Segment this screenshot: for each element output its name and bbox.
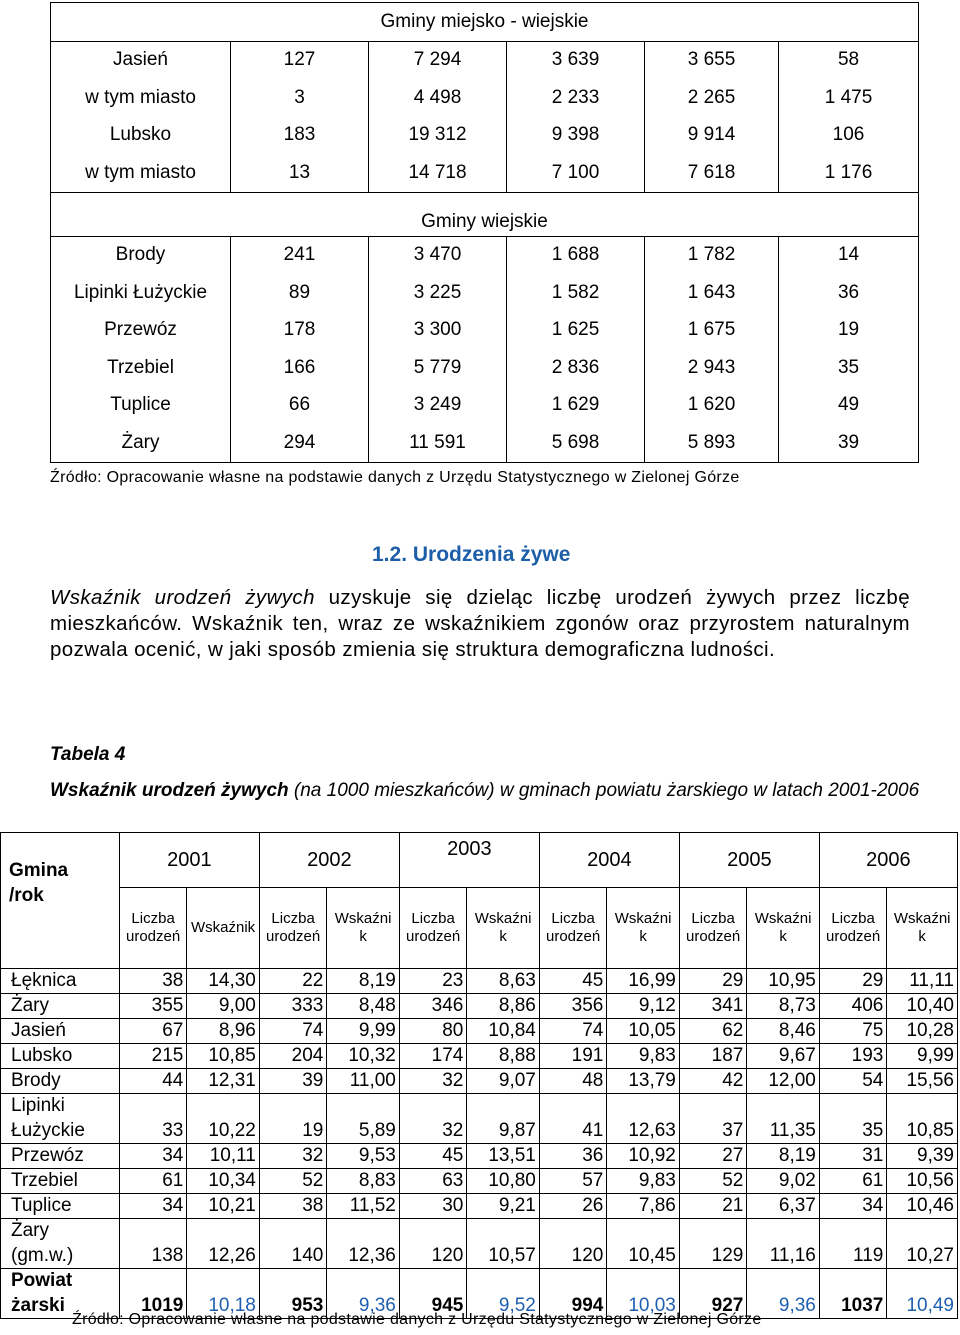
- birth-count: 21: [679, 1194, 746, 1219]
- table-row: [1, 1069, 958, 1094]
- caption-bold: Wskaźnik urodzeń żywych: [50, 780, 289, 801]
- birth-rate: 10,45: [607, 1219, 680, 1269]
- birth-count: 34: [819, 1194, 886, 1219]
- cell-value: 4 498: [369, 79, 507, 117]
- cell-value: 3 225: [369, 274, 507, 312]
- row-name-line1: Lipinki: [11, 1095, 65, 1116]
- corner-header: [1, 833, 120, 969]
- subheader-text: k: [779, 928, 787, 945]
- birth-count: 35: [819, 1094, 886, 1144]
- cell-value: 3 655: [645, 41, 779, 79]
- birth-count: 31: [819, 1144, 886, 1169]
- birth-rate: 9,12: [607, 994, 680, 1019]
- subheader-text: Liczba: [411, 910, 455, 927]
- birth-rate: 8,19: [327, 969, 400, 994]
- cell-value: 7 100: [507, 154, 645, 192]
- birth-rate: 11,00: [327, 1069, 400, 1094]
- table-row: [51, 41, 919, 79]
- birth-rate: 9,36: [747, 1269, 820, 1319]
- birth-count: 41: [539, 1094, 606, 1144]
- cell-value: 1 176: [779, 154, 919, 192]
- table-row: [1, 1169, 958, 1194]
- birth-rate: 9,87: [467, 1094, 540, 1144]
- birth-rate: 11,16: [747, 1219, 820, 1269]
- subheader-text: Wskaźni: [334, 910, 392, 927]
- birth-count: 74: [259, 1019, 326, 1044]
- birth-count: 27: [679, 1144, 746, 1169]
- subheader-count: [539, 888, 606, 969]
- birth-rate: 12,00: [747, 1069, 820, 1094]
- birth-rate: 10,95: [747, 969, 820, 994]
- birth-rate: 10,28: [887, 1019, 958, 1044]
- subheader-text: urodzeń: [545, 928, 601, 945]
- birth-count: 346: [399, 994, 466, 1019]
- birth-count: 57: [539, 1169, 606, 1194]
- section-heading: 1.2. Urodzenia żywe: [372, 543, 571, 566]
- table-row: [51, 79, 919, 117]
- birth-count: 38: [259, 1194, 326, 1219]
- section-header-rural: [51, 192, 919, 236]
- cell-value: 89: [231, 274, 369, 312]
- row-name-line1: Powiat: [11, 1270, 73, 1291]
- birth-count: 32: [399, 1069, 466, 1094]
- year-header: 2003: [399, 833, 539, 888]
- population-table: [50, 2, 919, 463]
- birth-rate: 10,32: [327, 1044, 400, 1069]
- row-name: w tym miasto: [51, 79, 231, 117]
- cell-value: 49: [779, 387, 919, 425]
- birth-rate: 10,49: [887, 1269, 958, 1319]
- birth-count: 26: [539, 1194, 606, 1219]
- birth-count: 52: [259, 1169, 326, 1194]
- cell-value: 13: [231, 154, 369, 192]
- birth-rate: 10,56: [887, 1169, 958, 1194]
- birth-count: 67: [119, 1019, 186, 1044]
- row-name: Brody: [1, 1069, 120, 1094]
- header-years: [1, 833, 958, 888]
- subheader-text: k: [918, 928, 926, 945]
- birth-count: 215: [119, 1044, 186, 1069]
- birth-count: 994: [539, 1269, 606, 1319]
- subheader-text: Liczba: [691, 910, 735, 927]
- birth-count: 38: [119, 969, 186, 994]
- birth-rate: 8,86: [467, 994, 540, 1019]
- birth-rate: 10,80: [467, 1169, 540, 1194]
- cell-value: 19 312: [369, 117, 507, 155]
- birth-rate: 10,46: [887, 1194, 958, 1219]
- cell-value: 9 398: [507, 117, 645, 155]
- subheader-rate: [887, 888, 958, 969]
- subheader-text: Wskaźni: [614, 910, 672, 927]
- row-name: Lipinki Łużyckie: [51, 274, 231, 312]
- birth-count: 63: [399, 1169, 466, 1194]
- birth-rate: 10,11: [187, 1144, 260, 1169]
- table-row: [51, 154, 919, 192]
- table-row: [51, 117, 919, 155]
- birth-rate: 10,84: [467, 1019, 540, 1044]
- cell-value: 19: [779, 312, 919, 350]
- birth-rate: 11,52: [327, 1194, 400, 1219]
- year-header: 2005: [679, 833, 819, 888]
- birth-rate: 10,57: [467, 1219, 540, 1269]
- birth-count: 54: [819, 1069, 886, 1094]
- table-row: [1, 994, 958, 1019]
- year-header: 2001: [119, 833, 259, 888]
- row-name: Żary: [51, 424, 231, 462]
- subheader-text: Liczba: [131, 910, 175, 927]
- subheader-text: urodzeń: [405, 928, 461, 945]
- subheader-text: Liczba: [551, 910, 595, 927]
- row-name: Tuplice: [1, 1194, 120, 1219]
- birth-count: 36: [539, 1144, 606, 1169]
- birth-rate: 10,92: [607, 1144, 680, 1169]
- table-row: [1, 1094, 958, 1144]
- birth-count: 80: [399, 1019, 466, 1044]
- birth-rate: 10,85: [187, 1044, 260, 1069]
- birth-count: 29: [819, 969, 886, 994]
- birth-rate: 9,02: [747, 1169, 820, 1194]
- row-name: Jasień: [51, 41, 231, 79]
- birth-rate: 8,88: [467, 1044, 540, 1069]
- row-name-line1: Żary: [11, 1220, 49, 1241]
- birth-count: 953: [259, 1269, 326, 1319]
- birth-rate: 8,19: [747, 1144, 820, 1169]
- subheader-rate: [747, 888, 820, 969]
- birth-rate-table: [0, 832, 958, 1319]
- cell-value: 1 675: [645, 312, 779, 350]
- birth-count: 30: [399, 1194, 466, 1219]
- subheader-text: urodzeń: [685, 928, 741, 945]
- birth-count: 48: [539, 1069, 606, 1094]
- section-title: Gminy wiejskie: [51, 192, 919, 236]
- birth-count: 61: [819, 1169, 886, 1194]
- cell-value: 11 591: [369, 424, 507, 462]
- subheader-text: k: [359, 928, 367, 945]
- birth-rate: 10,34: [187, 1169, 260, 1194]
- table-row: [1, 1019, 958, 1044]
- subheader-rate: [327, 888, 400, 969]
- birth-count: 37: [679, 1094, 746, 1144]
- table-row: [51, 349, 919, 387]
- cell-value: 1 625: [507, 312, 645, 350]
- birth-rate: 15,56: [887, 1069, 958, 1094]
- birth-count: 45: [539, 969, 606, 994]
- caption-text: (na 1000 mieszkańców) w gminach powiatu żarskiego w latach 2001-2006: [288, 780, 920, 801]
- birth-count: 23: [399, 969, 466, 994]
- birth-rate: 10,18: [187, 1269, 260, 1319]
- birth-count: 355: [119, 994, 186, 1019]
- source-note: Źródło: Opracowanie własne na podstawie danych z Urzędu Statystycznego w Zielonej Górze: [50, 469, 740, 486]
- birth-count: 129: [679, 1219, 746, 1269]
- birth-count: 406: [819, 994, 886, 1019]
- row-name-line2: (gm.w.): [11, 1244, 74, 1266]
- row-name: Trzebiel: [51, 349, 231, 387]
- table-row: [51, 274, 919, 312]
- cell-value: 14: [779, 236, 919, 274]
- subheader-text: Wskaźni: [893, 910, 951, 927]
- birth-rate: 8,83: [327, 1169, 400, 1194]
- birth-rate: 5,89: [327, 1094, 400, 1144]
- birth-rate: 13,51: [467, 1144, 540, 1169]
- birth-rate: 10,22: [187, 1094, 260, 1144]
- cell-value: 1 620: [645, 387, 779, 425]
- cell-value: 294: [231, 424, 369, 462]
- cell-value: 106: [779, 117, 919, 155]
- birth-rate: 11,11: [887, 969, 958, 994]
- birth-count: 927: [679, 1269, 746, 1319]
- birth-count: 32: [399, 1094, 466, 1144]
- subheader-rate: [607, 888, 680, 969]
- birth-count: 32: [259, 1144, 326, 1169]
- row-name: Lubsko: [1, 1044, 120, 1069]
- subheader-text: urodzeń: [265, 928, 321, 945]
- subheader-text: urodzeń: [825, 928, 881, 945]
- birth-rate: 6,37: [747, 1194, 820, 1219]
- cell-value: 183: [231, 117, 369, 155]
- cell-value: 2 943: [645, 349, 779, 387]
- subheader-text: Liczba: [831, 910, 875, 927]
- cell-value: 241: [231, 236, 369, 274]
- birth-rate: 9,52: [467, 1269, 540, 1319]
- row-name: Brody: [51, 236, 231, 274]
- birth-count: 19: [259, 1094, 326, 1144]
- birth-count: 193: [819, 1044, 886, 1069]
- cell-value: 2 233: [507, 79, 645, 117]
- cell-value: 5 779: [369, 349, 507, 387]
- birth-count: 204: [259, 1044, 326, 1069]
- birth-count: 120: [399, 1219, 466, 1269]
- birth-rate: 9,67: [747, 1044, 820, 1069]
- row-name: [1, 1094, 120, 1144]
- table-row: [51, 424, 919, 462]
- table-row: [51, 387, 919, 425]
- birth-rate: 9,83: [607, 1169, 680, 1194]
- subheader-text: k: [499, 928, 507, 945]
- birth-rate: 8,73: [747, 994, 820, 1019]
- birth-count: 42: [679, 1069, 746, 1094]
- subheader-text: k: [639, 928, 647, 945]
- corner-line1: Gmina: [9, 860, 69, 881]
- cell-value: 39: [779, 424, 919, 462]
- row-name-line2: żarski: [11, 1294, 65, 1316]
- subheader-text: Liczba: [271, 910, 315, 927]
- table-row: [51, 312, 919, 350]
- birth-rate: 9,83: [607, 1044, 680, 1069]
- birth-count: 1037: [819, 1269, 886, 1319]
- cell-value: 1 629: [507, 387, 645, 425]
- birth-count: 74: [539, 1019, 606, 1044]
- birth-rate: 10,40: [887, 994, 958, 1019]
- cell-value: 36: [779, 274, 919, 312]
- birth-count: 62: [679, 1019, 746, 1044]
- row-name: w tym miasto: [51, 154, 231, 192]
- subheader-count: [399, 888, 466, 969]
- cell-value: 3 639: [507, 41, 645, 79]
- table-row: [1, 1144, 958, 1169]
- year-header: 2004: [539, 833, 679, 888]
- cell-value: 7 294: [369, 41, 507, 79]
- birth-rate: 11,35: [747, 1094, 820, 1144]
- birth-count: 174: [399, 1044, 466, 1069]
- cell-value: 1 582: [507, 274, 645, 312]
- birth-count: 45: [399, 1144, 466, 1169]
- birth-rate: 7,86: [607, 1194, 680, 1219]
- birth-count: 33: [119, 1094, 186, 1144]
- paragraph-text: uzyskuje się dzieląc liczbę urodzeń żywych przez liczbę mieszkańców. Wskaźnik ten, wraz ze wskaźnikiem zgonów oraz przyrostem naturalnym pozwala ocenić, w jaki sposób zmienia się struktura demograficzna ludności.: [50, 586, 910, 661]
- birth-rate: 9,99: [327, 1019, 400, 1044]
- table-row: [1, 1194, 958, 1219]
- corner-line2: /rok: [9, 885, 44, 906]
- birth-rate: 9,99: [887, 1044, 958, 1069]
- birth-rate: 14,30: [187, 969, 260, 994]
- subheader-rate: [467, 888, 540, 969]
- cell-value: 127: [231, 41, 369, 79]
- subheader-count: [119, 888, 186, 969]
- birth-count: 75: [819, 1019, 886, 1044]
- subheader-text: urodzeń: [125, 928, 181, 945]
- year-header: 2006: [819, 833, 957, 888]
- table-row: [1, 1219, 958, 1269]
- birth-count: 1019: [119, 1269, 186, 1319]
- birth-count: 341: [679, 994, 746, 1019]
- birth-rate: 12,36: [327, 1219, 400, 1269]
- birth-rate: 10,05: [607, 1019, 680, 1044]
- birth-count: 333: [259, 994, 326, 1019]
- cell-value: 3 470: [369, 236, 507, 274]
- table-row: [51, 236, 919, 274]
- cell-value: 2 836: [507, 349, 645, 387]
- cell-value: 5 893: [645, 424, 779, 462]
- year-header: 2002: [259, 833, 399, 888]
- cell-value: 7 618: [645, 154, 779, 192]
- subheader-text: Wskaźni: [754, 910, 812, 927]
- birth-rate: 8,46: [747, 1019, 820, 1044]
- birth-rate: 10,27: [887, 1219, 958, 1269]
- cell-value: 35: [779, 349, 919, 387]
- cell-value: 1 475: [779, 79, 919, 117]
- cell-value: 9 914: [645, 117, 779, 155]
- birth-count: 52: [679, 1169, 746, 1194]
- birth-rate: 9,07: [467, 1069, 540, 1094]
- birth-count: 138: [119, 1219, 186, 1269]
- paragraph-lead: Wskaźnik urodzeń żywych: [50, 586, 315, 609]
- row-name-line2: Łużyckie: [11, 1119, 85, 1141]
- cell-value: 2 265: [645, 79, 779, 117]
- paragraph: [50, 585, 910, 663]
- birth-count: 120: [539, 1219, 606, 1269]
- birth-rate: 16,99: [607, 969, 680, 994]
- cell-value: 178: [231, 312, 369, 350]
- birth-count: 945: [399, 1269, 466, 1319]
- birth-rate: 10,03: [607, 1269, 680, 1319]
- section-header-urban-rural: [51, 3, 919, 42]
- row-name: Żary: [1, 994, 120, 1019]
- cell-value: 1 688: [507, 236, 645, 274]
- cell-value: 166: [231, 349, 369, 387]
- source-note-2: Źródło: Opracowanie własne na podstawie danych z Urzędu Statystycznego w Zielonej Górze: [72, 1311, 762, 1328]
- row-name: Przewóz: [1, 1144, 120, 1169]
- cell-value: 3 300: [369, 312, 507, 350]
- cell-value: 66: [231, 387, 369, 425]
- row-name: Lubsko: [51, 117, 231, 155]
- birth-rate: 13,79: [607, 1069, 680, 1094]
- birth-count: 187: [679, 1044, 746, 1069]
- table-row: [1, 969, 958, 994]
- subheader-rate: [187, 888, 260, 969]
- row-name: Łęknica: [1, 969, 120, 994]
- section-title: Gminy miejsko - wiejskie: [51, 3, 919, 42]
- birth-rate: 9,39: [887, 1144, 958, 1169]
- cell-value: 5 698: [507, 424, 645, 462]
- birth-rate: 9,21: [467, 1194, 540, 1219]
- subheader-count: [259, 888, 326, 969]
- birth-rate: 8,96: [187, 1019, 260, 1044]
- birth-rate: 10,21: [187, 1194, 260, 1219]
- cell-value: 58: [779, 41, 919, 79]
- cell-value: 3 249: [369, 387, 507, 425]
- birth-rate: 9,00: [187, 994, 260, 1019]
- birth-rate: 12,63: [607, 1094, 680, 1144]
- birth-rate: 10,85: [887, 1094, 958, 1144]
- birth-rate: 8,63: [467, 969, 540, 994]
- birth-count: 34: [119, 1194, 186, 1219]
- cell-value: 3: [231, 79, 369, 117]
- subheader-count: [819, 888, 886, 969]
- cell-value: 14 718: [369, 154, 507, 192]
- row-name: Trzebiel: [1, 1169, 120, 1194]
- cell-value: 1 782: [645, 236, 779, 274]
- birth-count: 22: [259, 969, 326, 994]
- birth-rate: 12,26: [187, 1219, 260, 1269]
- birth-count: 44: [119, 1069, 186, 1094]
- birth-count: 119: [819, 1219, 886, 1269]
- birth-count: 191: [539, 1044, 606, 1069]
- table-label: Tabela 4: [50, 744, 126, 765]
- row-name: [1, 1219, 120, 1269]
- birth-count: 356: [539, 994, 606, 1019]
- table-caption: [50, 778, 920, 803]
- table-row: [1, 1044, 958, 1069]
- birth-count: 140: [259, 1219, 326, 1269]
- birth-count: 34: [119, 1144, 186, 1169]
- birth-rate: 9,53: [327, 1144, 400, 1169]
- row-name: Jasień: [1, 1019, 120, 1044]
- row-name: Przewóz: [51, 312, 231, 350]
- cell-value: 1 643: [645, 274, 779, 312]
- subheader-count: [679, 888, 746, 969]
- row-name: Tuplice: [51, 387, 231, 425]
- subheader-text: Wskaźni: [474, 910, 532, 927]
- birth-rate: 8,48: [327, 994, 400, 1019]
- birth-count: 39: [259, 1069, 326, 1094]
- birth-count: 61: [119, 1169, 186, 1194]
- birth-rate: 9,36: [327, 1269, 400, 1319]
- header-subcolumns: [1, 888, 958, 969]
- subheader-text: Wskaźnik: [191, 919, 256, 936]
- birth-rate: 12,31: [187, 1069, 260, 1094]
- birth-count: 29: [679, 969, 746, 994]
